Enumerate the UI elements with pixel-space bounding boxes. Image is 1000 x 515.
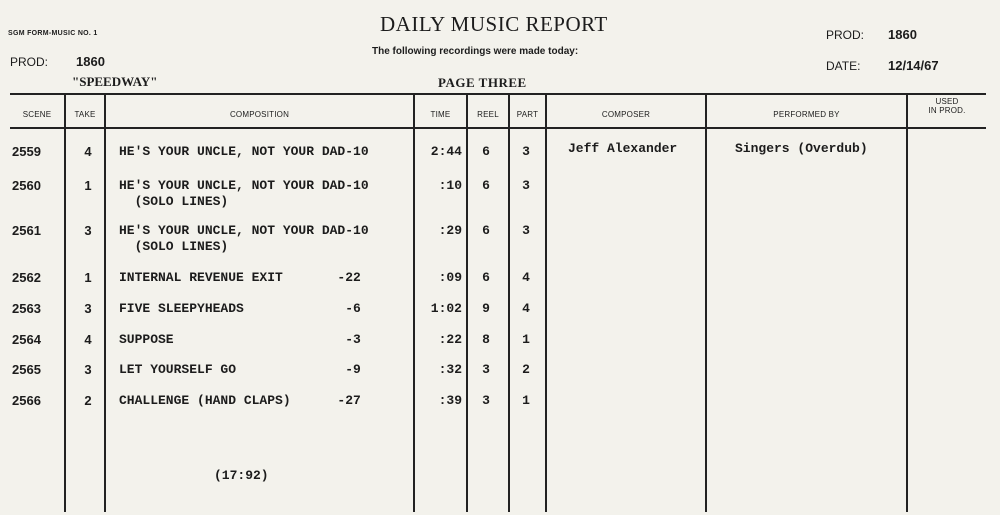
table-cell-scene: 2561	[12, 223, 41, 238]
table-cell-composition: LET YOURSELF GO -9	[119, 362, 361, 377]
table-top-rule	[10, 93, 986, 95]
table-cell-reel: 6	[482, 144, 490, 159]
table-cell-time: 2:44	[430, 144, 462, 159]
table-cell-scene: 2562	[12, 270, 41, 285]
table-cell-take: 1	[84, 178, 92, 193]
table-cell-time: :39	[438, 393, 462, 408]
table-cell-part: 3	[522, 223, 530, 238]
column-divider	[104, 94, 106, 512]
header-composer: COMPOSER	[601, 110, 651, 119]
table-cell-time: :10	[438, 178, 462, 193]
table-cell-scene: 2560	[12, 178, 41, 193]
header-part: PART	[516, 110, 539, 119]
column-divider	[705, 94, 707, 512]
table-cell-time: :22	[438, 332, 462, 347]
table-cell-take: 3	[84, 301, 92, 316]
total-time: (17:92)	[214, 468, 269, 483]
table-cell-take: 4	[84, 144, 92, 159]
table-cell-take: 2	[84, 393, 92, 408]
table-cell-time: :09	[438, 270, 462, 285]
column-divider	[466, 94, 468, 512]
column-divider	[545, 94, 547, 512]
report-subtitle: The following recordings were made today:	[372, 46, 579, 57]
table-cell-composition: HE'S YOUR UNCLE, NOT YOUR DAD-10 (SOLO LINES)	[119, 178, 369, 209]
table-cell-take: 1	[84, 270, 92, 285]
header-scene: SCENE	[22, 110, 52, 119]
table-cell-composition: SUPPOSE -3	[119, 332, 361, 347]
column-divider	[906, 94, 908, 512]
table-cell-part: 1	[522, 393, 530, 408]
table-cell-reel: 3	[482, 393, 490, 408]
header-composition: COMPOSITION	[229, 110, 290, 119]
table-cell-reel: 3	[482, 362, 490, 377]
column-divider	[413, 94, 415, 512]
report-date: 12/14/67	[888, 58, 939, 73]
table-cell-take: 4	[84, 332, 92, 347]
page-number: PAGE THREE	[438, 75, 527, 90]
table-cell-composition: INTERNAL REVENUE EXIT -22	[119, 270, 361, 285]
picture-title: "SPEEDWAY"	[72, 74, 158, 89]
table-cell-part: 3	[522, 178, 530, 193]
table-cell-composition: CHALLENGE (HAND CLAPS) -27	[119, 393, 361, 408]
table-cell-composer: Jeff Alexander	[568, 141, 678, 156]
table-cell-part: 3	[522, 144, 530, 159]
header-bottom-rule	[10, 127, 986, 129]
table-cell-composition: HE'S YOUR UNCLE, NOT YOUR DAD-10 (SOLO LINES)	[119, 223, 369, 254]
table-cell-take: 3	[84, 223, 92, 238]
header-performed-by: PERFORMED BY	[773, 110, 840, 119]
table-cell-part: 1	[522, 332, 530, 347]
table-cell-composition: HE'S YOUR UNCLE, NOT YOUR DAD-10	[119, 144, 369, 159]
table-cell-scene: 2566	[12, 393, 41, 408]
table-cell-time: :29	[438, 223, 462, 238]
table-cell-scene: 2565	[12, 362, 41, 377]
table-cell-part: 4	[522, 301, 530, 316]
table-cell-reel: 8	[482, 332, 490, 347]
table-cell-reel: 6	[482, 223, 490, 238]
column-divider	[64, 94, 66, 512]
table-cell-part: 4	[522, 270, 530, 285]
table-cell-part: 2	[522, 362, 530, 377]
header-take: TAKE	[74, 110, 96, 119]
date-label: DATE:	[826, 59, 861, 73]
prod-label-left: PROD:	[10, 55, 49, 69]
table-cell-scene: 2563	[12, 301, 41, 316]
table-cell-scene: 2564	[12, 332, 41, 347]
prod-label-right: PROD:	[826, 28, 865, 42]
report-title: DAILY MUSIC REPORT	[380, 12, 608, 36]
header-reel: REEL	[477, 110, 499, 119]
header-used-in-prod: USED IN PROD.	[928, 97, 966, 115]
table-cell-time: :32	[438, 362, 462, 377]
table-cell-composition: FIVE SLEEPYHEADS -6	[119, 301, 361, 316]
table-cell-take: 3	[84, 362, 92, 377]
table-cell-reel: 9	[482, 301, 490, 316]
bleed-through	[600, 240, 834, 255]
table-cell-reel: 6	[482, 270, 490, 285]
table-cell-scene: 2559	[12, 144, 41, 159]
prod-number-right: 1860	[888, 27, 917, 42]
prod-number-left: 1860	[76, 54, 105, 69]
column-divider	[508, 94, 510, 512]
form-number: SGM FORM-MUSIC NO. 1	[8, 30, 98, 37]
table-cell-reel: 6	[482, 178, 490, 193]
table-cell-time: 1:02	[430, 301, 462, 316]
header-time: TIME	[430, 110, 451, 119]
table-cell-performed-by: Singers (Overdub)	[735, 141, 868, 156]
